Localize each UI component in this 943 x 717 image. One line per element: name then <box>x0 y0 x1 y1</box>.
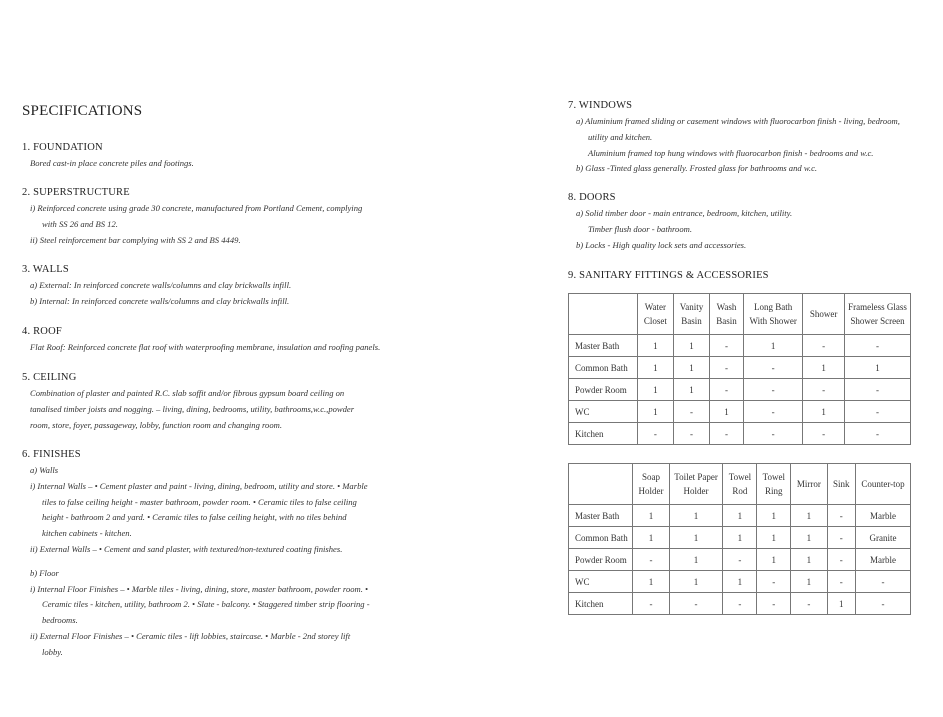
section-superstructure <box>22 187 372 248</box>
subsection-label: b) Floor <box>30 567 59 578</box>
section-text: i) Internal Walls – • Cement plaster and paint - living, dining, bedroom, utility and store. • Marble tiles to false ceiling height - master bathroom, powder room. • Ceramic tiles to false ceiling height - bathroom 2 and yard. • Ceramic tiles to false ceiling height, with no tiles behind kitchen cabinets - kitchen. <box>30 480 368 539</box>
table-cell: - <box>803 335 845 357</box>
column-header: Water Closet <box>637 294 673 335</box>
room-name-cell: Master Bath <box>569 505 633 527</box>
table-cell: - <box>633 593 669 615</box>
table-cell: 1 <box>723 571 757 593</box>
column-header: Long Bath With Shower <box>744 294 803 335</box>
section-heading: 2. SUPERSTRUCTURE <box>22 187 130 198</box>
section-text: a) Aluminium framed sliding or casement windows with fluorocarbon finish - living, bedroom, utility and kitchen. <box>576 116 900 142</box>
table-cell: - <box>744 379 803 401</box>
table-cell: 1 <box>633 505 669 527</box>
table-cell: 1 <box>633 571 669 593</box>
table-cell: 1 <box>757 549 791 571</box>
column-header <box>569 464 633 505</box>
room-name-cell: Common Bath <box>569 357 638 379</box>
section-finishes <box>22 449 372 661</box>
table-cell: - <box>803 423 845 445</box>
room-name-cell: Master Bath <box>569 335 638 357</box>
table-cell: 1 <box>757 527 791 549</box>
table-cell: - <box>856 593 911 615</box>
table-cell: - <box>845 401 911 423</box>
column-header: Soap Holder <box>633 464 669 505</box>
table-cell: 1 <box>827 593 856 615</box>
table-cell: - <box>633 549 669 571</box>
table-cell: 1 <box>791 505 827 527</box>
section-heading: 5. CEILING <box>22 372 77 383</box>
table-cell: - <box>637 423 673 445</box>
table-cell: - <box>669 593 723 615</box>
table-row <box>569 357 911 379</box>
room-name-cell: Kitchen <box>569 593 633 615</box>
table-row <box>569 423 911 445</box>
column-header: Vanity Basin <box>674 294 710 335</box>
section-heading: 8. DOORS <box>568 192 616 203</box>
table-cell: - <box>674 401 710 423</box>
table-cell: - <box>709 335 743 357</box>
section-text: ii) External Floor Finishes – • Ceramic tiles - lift lobbies, staircase. • Marble - 2nd storey lift lobby. <box>30 630 351 657</box>
room-name-cell: Common Bath <box>569 527 633 549</box>
column-header: Towel Ring <box>757 464 791 505</box>
section-text: i) Reinforced concrete using grade 30 concrete, manufactured from Portland Cement, complying with SS 26 and BS 12. <box>30 203 363 229</box>
table-cell: 1 <box>791 571 827 593</box>
table-cell: 1 <box>845 357 911 379</box>
section-text: a) Solid timber door - main entrance, bedroom, kitchen, utility. <box>576 208 793 218</box>
table-cell: - <box>845 423 911 445</box>
table-cell: 1 <box>669 571 723 593</box>
table-row <box>569 593 911 615</box>
table-cell: 1 <box>669 549 723 571</box>
table-cell: 1 <box>674 335 710 357</box>
table-cell: - <box>709 379 743 401</box>
table-row <box>569 549 911 571</box>
section-text: i) Internal Floor Finishes – • Marble tiles - living, dining, store, master bathroom, powder room. • Ceramic tiles - kitchen, utility, bathroom 2. • Slate - balcony. • Staggered timber strip flooring - bedrooms. <box>30 583 370 626</box>
table-cell: - <box>803 379 845 401</box>
table-row <box>569 571 911 593</box>
table-row <box>569 527 911 549</box>
column-header: Mirror <box>791 464 827 505</box>
section-roof <box>22 326 382 356</box>
table-header-row <box>569 294 911 335</box>
table-cell: - <box>791 593 827 615</box>
section-text: b) Internal: In reinforced concrete walls/columns and clay brickwalls infill. <box>30 295 290 306</box>
section-text: b) Locks - High quality lock sets and accessories. <box>576 239 747 250</box>
section-text: Combination of plaster and painted R.C. slab soffit and/or fibrous gypsum board ceiling on tanalised timber joists and nogging. – living, dining, bedrooms, utility, bathrooms,w.c.,powder room, store, foyer, passageway, lobby, function room and changing room. <box>30 388 355 430</box>
table-cell: - <box>709 423 743 445</box>
table-cell: 1 <box>723 527 757 549</box>
table-cell: - <box>723 593 757 615</box>
section-windows <box>568 100 913 177</box>
section-heading: 4. ROOF <box>22 326 62 337</box>
table-cell: Marble <box>856 505 911 527</box>
section-ceiling <box>22 372 370 433</box>
table-cell: 1 <box>637 335 673 357</box>
subsection-label: a) Walls <box>30 465 59 475</box>
table-cell: 1 <box>637 401 673 423</box>
column-header: Shower <box>803 294 845 335</box>
table-cell: 1 <box>669 505 723 527</box>
section-text: ii) Steel reinforcement bar complying with SS 2 and BS 4449. <box>30 234 241 245</box>
table-cell: - <box>674 423 710 445</box>
column-header: Counter-top <box>856 464 911 505</box>
section-text: Bored cast-in place concrete piles and footings. <box>30 158 194 168</box>
table-row <box>569 505 911 527</box>
table-cell: - <box>744 357 803 379</box>
table-cell: - <box>709 357 743 379</box>
table-cell: - <box>827 527 856 549</box>
sanitary-fittings-table <box>568 293 911 445</box>
table-cell: - <box>845 335 911 357</box>
table-cell: - <box>856 571 911 593</box>
column-header <box>569 294 638 335</box>
right-page <box>440 0 943 717</box>
room-name-cell: WC <box>569 571 633 593</box>
table-cell: 1 <box>637 357 673 379</box>
table-cell: 1 <box>791 549 827 571</box>
table-cell: 1 <box>637 379 673 401</box>
table-cell: 1 <box>674 357 710 379</box>
table-cell: - <box>827 549 856 571</box>
room-name-cell: Powder Room <box>569 379 638 401</box>
section-heading: 7. WINDOWS <box>568 100 633 111</box>
accessories-table <box>568 463 911 615</box>
section-text: a) External: In reinforced concrete walls/columns and clay brickwalls infill. <box>30 280 292 290</box>
section-heading: 6. FINISHES <box>22 449 81 460</box>
left-page <box>0 0 440 717</box>
table-cell: Marble <box>856 549 911 571</box>
table-header-row <box>569 464 911 505</box>
table-cell: - <box>757 571 791 593</box>
table-cell: 1 <box>803 401 845 423</box>
column-header: Toilet Paper Holder <box>669 464 723 505</box>
table-cell: 1 <box>674 379 710 401</box>
room-name-cell: Powder Room <box>569 549 633 571</box>
table-cell: Granite <box>856 527 911 549</box>
section-text: b) Glass -Tinted glass generally. Frosted glass for bathrooms and w.c. <box>576 163 818 174</box>
table-cell: - <box>723 549 757 571</box>
section-doors <box>568 192 913 253</box>
table-cell: - <box>827 571 856 593</box>
room-name-cell: WC <box>569 401 638 423</box>
table-row <box>569 401 911 423</box>
table-cell: 1 <box>709 401 743 423</box>
section-text: ii) External Walls – • Cement and sand plaster, with textured/non-textured coating finishes. <box>30 543 343 554</box>
section-sanitary <box>568 270 913 284</box>
section-text: Aluminium framed top hung windows with fluorocarbon finish - bedrooms and w.c. <box>588 147 874 158</box>
section-walls <box>22 264 382 310</box>
table-row <box>569 379 911 401</box>
page-title: SPECIFICATIONS <box>22 103 143 119</box>
table-cell: - <box>845 379 911 401</box>
section-foundation <box>22 142 382 172</box>
table-cell: 1 <box>803 357 845 379</box>
column-header: Wash Basin <box>709 294 743 335</box>
section-text: Timber flush door - bathroom. <box>588 223 693 234</box>
table-cell: - <box>757 593 791 615</box>
column-header: Towel Rod <box>723 464 757 505</box>
column-header: Sink <box>827 464 856 505</box>
table-cell: 1 <box>633 527 669 549</box>
column-header: Frameless Glass Shower Screen <box>845 294 911 335</box>
room-name-cell: Kitchen <box>569 423 638 445</box>
section-heading: 1. FOUNDATION <box>22 142 103 153</box>
table-cell: - <box>744 401 803 423</box>
table-cell: 1 <box>669 527 723 549</box>
table-cell: 1 <box>723 505 757 527</box>
table-cell: 1 <box>744 335 803 357</box>
table-cell: 1 <box>757 505 791 527</box>
table-cell: 1 <box>791 527 827 549</box>
table-row <box>569 335 911 357</box>
table-cell: - <box>744 423 803 445</box>
table-cell: - <box>827 505 856 527</box>
section-heading: 9. SANITARY FITTINGS & ACCESSORIES <box>568 270 769 281</box>
section-text: Flat Roof: Reinforced concrete flat roof with waterproofing membrane, insulation and roofing panels. <box>30 342 381 352</box>
section-heading: 3. WALLS <box>22 264 69 275</box>
